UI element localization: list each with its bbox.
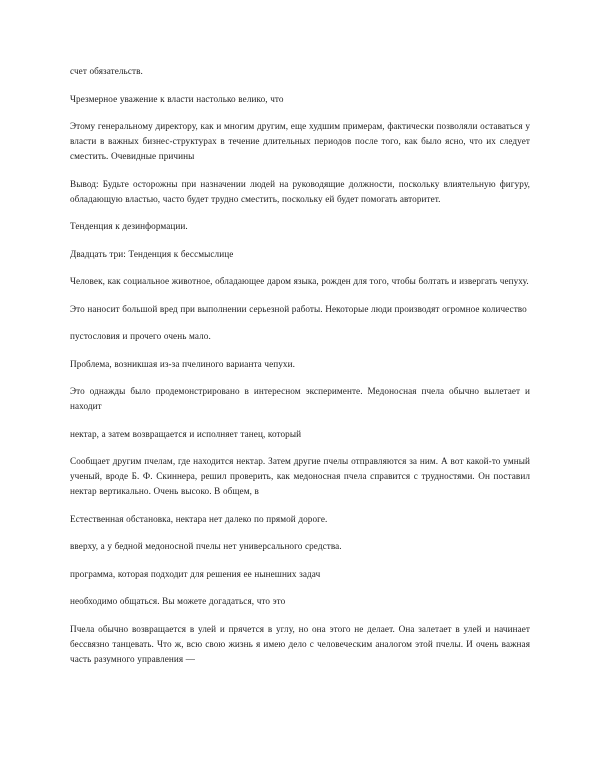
paragraph: Это однажды было продемонстрировано в интересном эксперименте. Медоносная пчела обычно вылетает и находит xyxy=(70,386,530,411)
paragraph: Тенденция к дезинформации. xyxy=(70,221,188,231)
paragraph: Сообщает другим пчелам, где находится нектар. Затем другие пчелы отправляются за ним. А вот какой-то умный ученый, вроде Б. Ф. Скиннера, решил проверить, как медоносная пчела справится с трудностями. Он поставил нектар вертикально. Очень высоко. В общем, в xyxy=(70,456,530,496)
paragraph: Пчела обычно возвращается в улей и прячется в углу, но она этого не делает. Она залетает в улей и начинает бессвязно танцевать. Что ж, всю свою жизнь я имею дело с человеческим аналогом этой пчелы. И очень важная часть разумного управления — xyxy=(70,623,530,664)
paragraph: Это наносит большой вред при выполнении серьезной работы. Некоторые люди производят огромное количество xyxy=(70,303,527,314)
paragraph: Чрезмерное уважение к власти настолько велико, что xyxy=(70,93,284,104)
paragraph: Вывод: Будьте осторожны при назначении людей на руководящие должности, поскольку влиятельную фигуру, обладающую властью, часто будет трудно сместить, поскольку ей будет помогать авторитет. xyxy=(70,178,530,204)
paragraph: программа, которая подходит для решения ее нынешних задач xyxy=(70,568,321,579)
paragraph: Естественная обстановка, нектара нет далеко по прямой дороге. xyxy=(70,513,328,524)
document-text-column xyxy=(70,64,530,667)
paragraph-heading: Двадцать три: Тенденция к бессмыслице xyxy=(70,248,234,259)
paragraph: вверху, а у бедной медоносной пчелы нет универсального средства. xyxy=(70,541,342,551)
paragraph: Человек, как социальное животное, обладающее даром языка, рожден для того, чтобы болтать и извергать чепуху. xyxy=(70,276,529,286)
paragraph: необходимо общаться. Вы можете догадаться, что это xyxy=(70,596,286,606)
paragraph: Этому генеральному директору, как и многим другим, еще худшим примерам, фактически позволяли оставаться у власти в важных бизнес-структурах в течение длительных периодов после того, как было ясно, что их следует сместить. Очевидные причины xyxy=(70,121,530,161)
paragraph: пустословия и прочего очень мало. xyxy=(70,331,211,341)
paragraph: нектар, а затем возвращается и исполняет танец, который xyxy=(70,428,302,439)
paragraph: Проблема, возникшая из-за пчелиного варианта чепухи. xyxy=(70,358,295,369)
paragraph: счет обязательств. xyxy=(70,66,143,76)
